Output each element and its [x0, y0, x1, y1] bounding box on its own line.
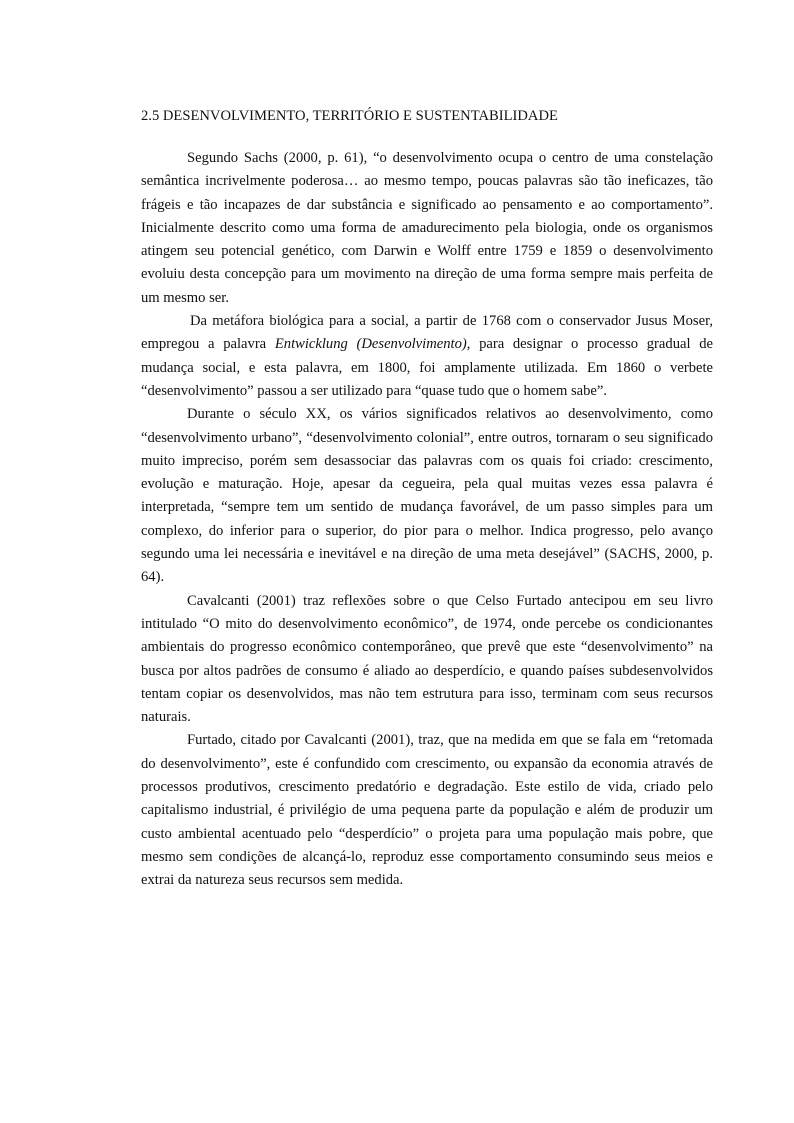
paragraph-cavalcanti: Cavalcanti (2001) traz reflexões sobre o que Celso Furtado antecipou em seu livro intitulado “O mito do desenvolvimento econômico”, de 1974, onde percebe os condicionantes ambientais do progresso econômico contemporâneo, que prevê que este “desenvolvimento” na busca por altos padrões de consumo é aliado ao desperdício, e quando países subdesenvolvidos tentam copiar os desenvolvidos, mas não tem estrutura para isso, terminam com seus recursos naturais. — [141, 592, 713, 726]
paragraph-sachs-definition: Segundo Sachs (2000, p. 61), “o desenvolvimento ocupa o centro de uma constelação semântica incrivelmente poderosa… ao mesmo tempo, poucas palavras são tão ineficazes, tão frágeis e tão incapazes de dar substância e significado ao pensamento e ao comportamento”. Inicialmente descrito como uma forma de amadurecimento pela biologia, onde os organismos atingem seu potencial genético, com Darwin e Wolff entre 1759 e 1859 o desenvolvimento evoluiu desta concepção para um movimento na direção de uma forma sempre mais perfeita de um mesmo ser. — [141, 150, 713, 306]
paragraph-text: Da metáfora biológica para a social, a partir de 1768 com o conservador Jusus Moser, empregou a palavra — [141, 313, 713, 353]
italic-term: Entwicklung (Desenvolvimento) — [274, 336, 467, 353]
document-page — [141, 106, 713, 893]
paragraph-biological-metaphor — [141, 310, 713, 403]
section-heading: 2.5 DESENVOLVIMENTO, TERRITÓRIO E SUSTENTABILIDADE — [141, 108, 558, 124]
paragraph-twentieth-century: Durante o século XX, os vários significados relativos ao desenvolvimento, como “desenvolvimento urbano”, “desenvolvimento colonial”, entre outros, tornaram o seu significado muito impreciso, porém sem desassociar das palavras com os quais foi criado: crescimento, evolução e maturação. Hoje, apesar da cegueira, pela qual muitas vezes essa palavra é interpretada, “sempre tem um sentido de mudança favorável, de um passo simples para um complexo, do inferior para o superior, do pior para o melhor. Indica progresso, pelo avanço segundo uma lei necessária e inevitável e na direção de uma meta desejável” (SACHS, 2000, p. 64). — [141, 406, 713, 586]
paragraph-text: , para designar o processo gradual de mudança social, e esta palavra, em 1800, foi amplamente utilizada. Em 1860 o verbete “desenvolvimento” passou a ser utilizado para “quase tudo que o homem sabe”. — [141, 336, 713, 399]
paragraph-furtado: Furtado, citado por Cavalcanti (2001), traz, que na medida em que se fala em “retomada do desenvolvimento”, este é confundido com crescimento, ou expansão da economia através de processos produtivos, crescimento predatório e degradação. Este estilo de vida, criado pelo capitalismo industrial, é privilégio de uma pequena parte da população e além de produzir um custo ambiental acentuado pelo “desperdício” o projeta para uma população mais pobre, que mesmo sem condições de alcançá-lo, reproduz esse comportamento consumindo seus meios e extrai da natureza seus recursos sem medida. — [141, 732, 713, 889]
